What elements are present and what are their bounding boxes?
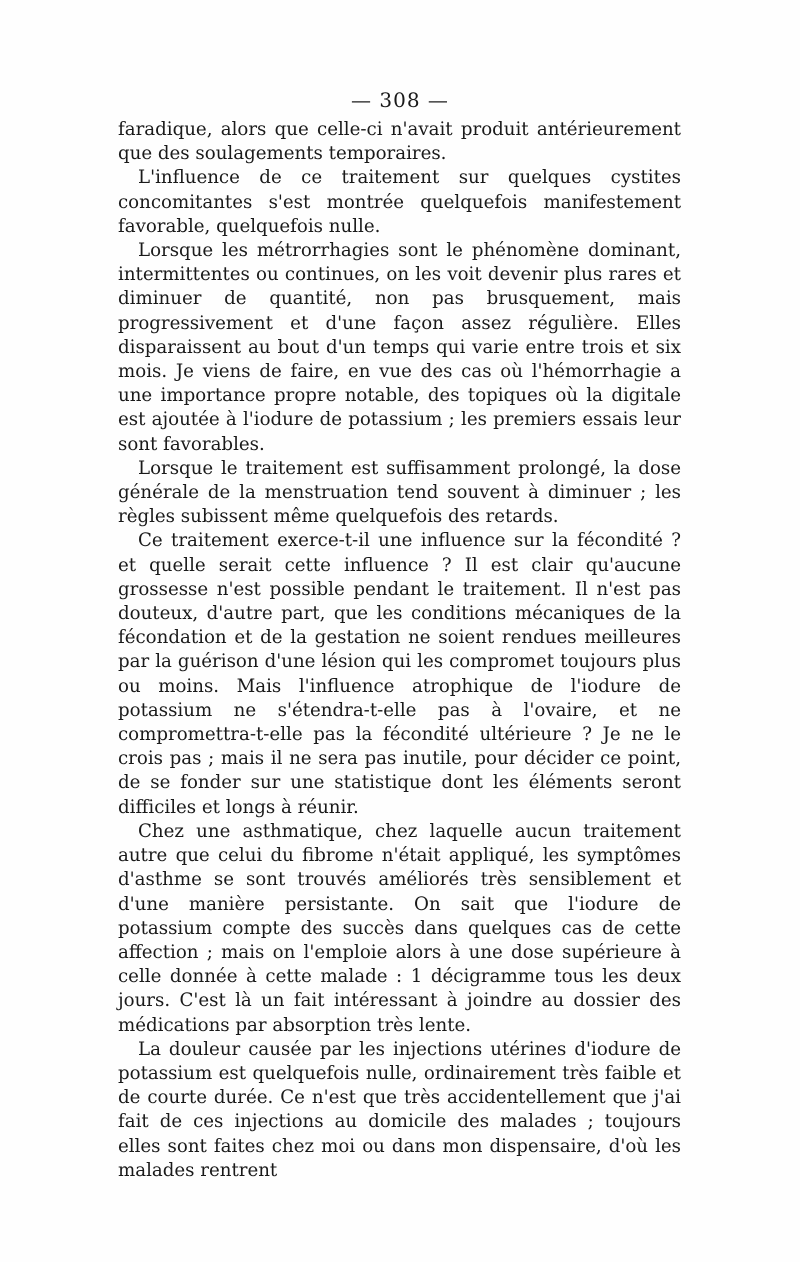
paragraph-asthmatique: Chez une asthmatique, chez laquelle aucun traitement autre que celui du fibrome n'était appliqué, les symptômes d'asthme se sont trouvés améliorés très sensiblement et d'une manière persistante. On sait que l'iodure de potassium compte des succès dans quelques cas de cette affection ; mais on l'emploie alors à une dose supérieure à celle donnée à cette malade : 1 décigramme tous les deux jours. C'est là un fait intéressant à joindre au dossier des médications par absorption très lente. bbox=[118, 820, 681, 1036]
paragraph-cystites: L'influence de ce traitement sur quelques cystites concomitantes s'est montrée quelquefois manifestement favorable, quelquefois nulle. bbox=[118, 167, 681, 237]
paragraph-menstruation: Lorsque le traitement est suffisamment prolongé, la dose générale de la menstruation tend souvent à diminuer ; les règles subissent même quelquefois des retards. bbox=[118, 457, 681, 528]
paragraph-continuation: faradique, alors que celle-ci n'avait produit antérieurement que des soulagements temporaires. bbox=[118, 119, 681, 165]
body-text bbox=[118, 118, 681, 1183]
page-number: — 308 — bbox=[351, 88, 449, 112]
paragraph-metrorrhagies: Lorsque les métrorrhagies sont le phénomène dominant, intermittentes ou continues, on les voit devenir plus rares et diminuer de quantité, non pas brusquement, mais progressivement et d'une façon assez régulière. Elles disparaissent au bout d'un temps qui varie entre trois et six mois. Je viens de faire, en vue des cas où l'hémorrhagie a une importance propre notable, des topiques où la digitale est ajoutée à l'iodure de potassium ; les premiers essais leur sont favorables. bbox=[118, 240, 681, 455]
paragraph-douleur: La douleur causée par les injections utérines d'iodure de potassium est quelquefois nulle, ordinairement très faible et de courte durée. Ce n'est que très accidentellement que j'ai fait de ces injections au domicile des malades ; toujours elles sont faites chez moi ou dans mon dispensaire, d'où les malades rentrent bbox=[118, 1038, 681, 1181]
paragraph-fecondite: Ce traitement exerce-t-il une influence sur la fécondité ? et quelle serait cette influence ? Il est clair qu'aucune grossesse n'est possible pendant le traitement. Il n'est pas douteux, d'autre part, que les conditions mécaniques de la fécondation et de la gestation ne soient rendues meilleures par la guérison d'une lésion qui les compromet toujours plus ou moins. Mais l'influence atrophique de l'iodure de potassium ne s'étendra-t-elle pas à l'ovaire, et ne compromettra-t-elle pas la fécondité ultérieure ? Je ne le crois pas ; mais il ne sera pas inutile, pour décider ce point, de se fonder sur une statistique dont les éléments seront difficiles et longs à réunir. bbox=[118, 530, 681, 818]
